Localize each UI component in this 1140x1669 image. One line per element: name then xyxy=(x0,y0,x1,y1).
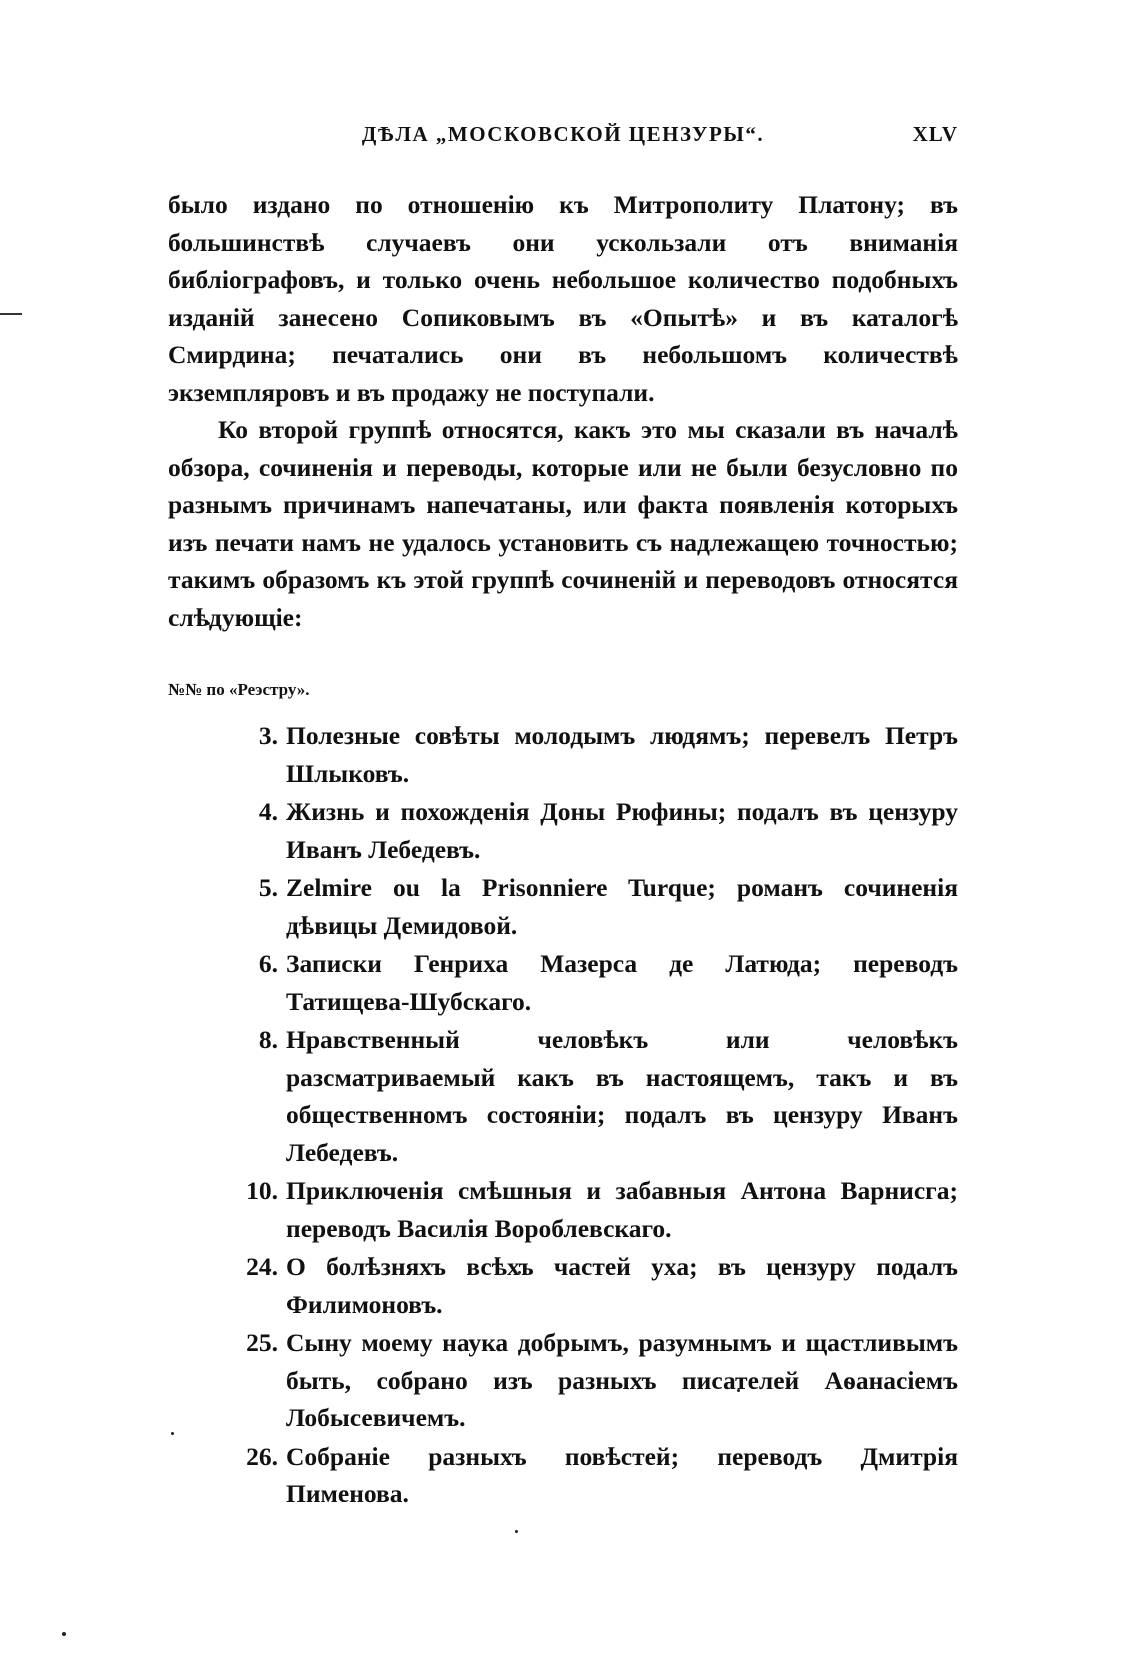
paragraph: Ко второй группѣ относятся, какъ это мы сказали въ началѣ обзора, сочиненія и переводы, которые или не были безусловно по разнымъ причинамъ напечатаны, или факта появленія которыхъ изъ печати намъ не удалось установить съ надлежащею точностью; такимъ образомъ къ этой группѣ сочиненій и переводовъ относятся слѣдующіе: xyxy=(168,415,958,632)
registry-label: №№ по «Реэстру». xyxy=(168,680,310,699)
entry-text: Жизнь и похожденія Доны Рюфины; подалъ въ цензуру Иванъ Лебедевъ. xyxy=(286,797,958,864)
page-number: XLV xyxy=(912,122,958,146)
entry-number: 26. xyxy=(246,1441,278,1471)
entry-text: Полезные совѣты молодымъ людямъ; перевелъ Петръ Шлыковъ. xyxy=(286,721,958,788)
list-item xyxy=(230,945,958,1020)
entry-text: Записки Генриха Мазерса де Латюда; переводъ Татищева-Шубскаго. xyxy=(286,949,958,1016)
entry-text: О болѣзняхъ всѣхъ частей уха; въ цензуру подалъ Филимоновъ. xyxy=(286,1252,958,1319)
paragraph: было издано по отношенію къ Митрополиту Платону; въ большинствѣ случаевъ они ускользали отъ вниманія библіографовъ, и только очень небольшое количество подобныхъ изданій занесено Сопиковымъ въ «Опытѣ» и въ каталогѣ Смирдина; печатались они въ небольшомъ количествѣ экземпляровъ и въ продажу не поступали. xyxy=(168,190,958,407)
running-head xyxy=(168,122,958,152)
print-speck xyxy=(171,1432,174,1435)
entry-number: 5. xyxy=(258,873,278,902)
list-item xyxy=(230,1324,958,1437)
entry-number: 6. xyxy=(258,949,278,978)
entry-text: Нравственный человѣкъ или человѣкъ разсматриваемый какъ въ настоящемъ, такъ и въ общественномъ состояніи; подалъ въ цензуру Иванъ Лебедевъ. xyxy=(286,1025,958,1167)
entry-number: 4. xyxy=(258,797,278,826)
entry-text: Собраніе разныхъ повѣстей; переводъ Дмитрія Пименова. xyxy=(286,1441,958,1508)
list-item xyxy=(230,869,958,944)
print-speck xyxy=(515,1530,518,1533)
entry-number: 24. xyxy=(246,1252,278,1281)
running-title: ДѢЛА „МОСКОВСКОЙ ЦЕНЗУРЫ“. xyxy=(361,122,765,146)
print-speck xyxy=(62,1632,66,1636)
entry-number: 25. xyxy=(246,1328,278,1357)
entry-text: Zelmire ou la Prisonniere Turque; романъ сочиненія дѣвицы Демидовой. xyxy=(286,873,958,940)
list-item xyxy=(230,1021,958,1171)
entry-number: 10. xyxy=(246,1176,278,1205)
list-item xyxy=(230,1248,958,1323)
entry-text: Сыну моему наука добрымъ, разумнымъ и щастливымъ быть, собрано изъ разныхъ писателей Аѳанасіемъ Лобысевичемъ. xyxy=(286,1328,958,1432)
list-item xyxy=(230,793,958,868)
entry-number: 3. xyxy=(258,721,278,750)
entry-list xyxy=(230,717,958,1514)
entry-number: 8. xyxy=(258,1025,278,1054)
list-item xyxy=(230,717,958,792)
body-text xyxy=(168,186,958,636)
list-item xyxy=(230,1438,958,1513)
list-item xyxy=(230,1172,958,1247)
entry-text: Приключенія смѣшныя и забавныя Антона Варнисга; переводъ Василія Вороблевскаго. xyxy=(286,1176,958,1243)
margin-mark xyxy=(0,313,22,315)
